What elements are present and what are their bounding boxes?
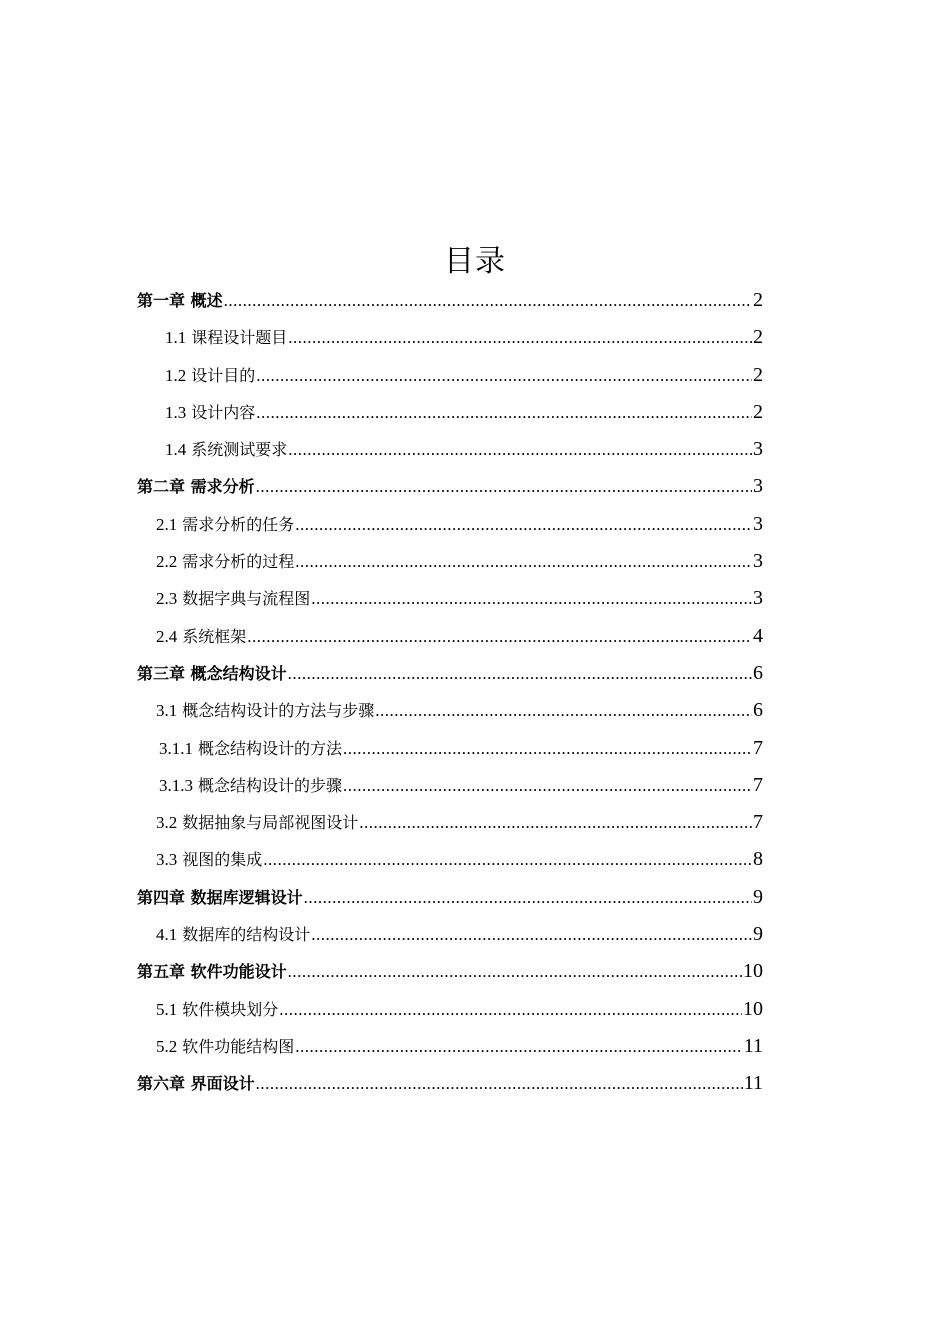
toc-entry-2-2[interactable] bbox=[137, 543, 763, 580]
entry-number: 3.1.3 bbox=[159, 775, 193, 795]
entry-page-number: 11 bbox=[743, 1072, 763, 1095]
dot-leader bbox=[311, 916, 752, 953]
entry-title: 软件功能结构图 bbox=[182, 1036, 295, 1056]
toc-entry-chapter-1[interactable] bbox=[137, 282, 763, 319]
entry-title: 数据库的结构设计 bbox=[182, 925, 311, 945]
entry-title: 系统测试要求 bbox=[191, 440, 288, 460]
toc-entry-2-1[interactable] bbox=[137, 506, 763, 543]
entry-title: 概念结构设计的方法 bbox=[198, 738, 343, 758]
entry-page-number: 2 bbox=[753, 326, 763, 349]
entry-title: 第三章 概念结构设计 bbox=[137, 663, 287, 683]
entry-number: 3.1.1 bbox=[159, 738, 193, 758]
entry-title: 数据抽象与局部视图设计 bbox=[182, 813, 359, 833]
entry-page-number: 3 bbox=[753, 438, 763, 461]
toc-entry-2-3[interactable] bbox=[137, 580, 763, 617]
entry-title: 软件模块划分 bbox=[182, 999, 279, 1019]
entry-title: 第一章 概述 bbox=[137, 291, 223, 310]
dot-leader bbox=[343, 730, 752, 767]
toc-entry-1-2[interactable] bbox=[137, 357, 763, 394]
dot-leader bbox=[295, 543, 752, 580]
toc-entry-4-1[interactable] bbox=[137, 916, 763, 953]
toc-entry-5-2[interactable] bbox=[137, 1028, 763, 1065]
dot-leader bbox=[256, 357, 752, 394]
dot-leader bbox=[311, 580, 752, 617]
entry-title: 需求分析的过程 bbox=[182, 552, 295, 572]
entry-page-number: 2 bbox=[753, 363, 763, 386]
toc-entry-3-3[interactable] bbox=[137, 841, 763, 878]
toc-entry-chapter-3[interactable] bbox=[137, 655, 763, 692]
entry-title: 设计目的 bbox=[191, 365, 256, 385]
dot-leader bbox=[288, 655, 752, 692]
toc-entry-1-4[interactable] bbox=[137, 431, 763, 468]
entry-page-number: 3 bbox=[753, 512, 763, 535]
dot-leader bbox=[288, 431, 752, 468]
toc-list bbox=[137, 282, 763, 1103]
entry-title: 第四章 数据库逻辑设计 bbox=[137, 887, 303, 907]
entry-number: 2.2 bbox=[156, 552, 178, 572]
entry-title: 概念结构设计的方法与步骤 bbox=[182, 701, 375, 721]
entry-number: 4.1 bbox=[156, 925, 178, 945]
toc-entry-chapter-2[interactable] bbox=[137, 468, 763, 505]
dot-leader bbox=[304, 879, 752, 916]
entry-title: 第二章 需求分析 bbox=[137, 477, 255, 497]
toc-entry-chapter-4[interactable] bbox=[137, 879, 763, 916]
entry-page-number: 2 bbox=[753, 289, 763, 311]
toc-entry-1-3[interactable] bbox=[137, 394, 763, 431]
toc-title: 目录 bbox=[444, 244, 506, 279]
entry-title: 课程设计题目 bbox=[191, 328, 288, 348]
dot-leader bbox=[256, 1065, 743, 1102]
entry-title: 第六章 界面设计 bbox=[137, 1074, 255, 1094]
entry-page-number: 6 bbox=[753, 699, 763, 722]
entry-number: 1.1 bbox=[165, 328, 187, 348]
entry-number: 3.1 bbox=[156, 701, 178, 721]
dot-leader bbox=[256, 468, 752, 505]
dot-leader bbox=[288, 319, 752, 356]
dot-leader bbox=[375, 692, 752, 729]
dot-leader bbox=[256, 394, 752, 431]
entry-number: 1.2 bbox=[165, 365, 187, 385]
toc-entry-3-1-1[interactable] bbox=[137, 730, 763, 767]
entry-page-number: 11 bbox=[743, 1034, 763, 1057]
entry-number: 5.2 bbox=[156, 1036, 178, 1056]
entry-page-number: 3 bbox=[753, 587, 763, 610]
toc-entry-1-1[interactable] bbox=[137, 319, 763, 356]
entry-title: 概念结构设计的步骤 bbox=[198, 775, 343, 795]
entry-number: 2.4 bbox=[156, 626, 178, 646]
entry-number: 5.1 bbox=[156, 999, 178, 1019]
entry-title: 系统框架 bbox=[182, 626, 247, 646]
entry-title: 数据字典与流程图 bbox=[182, 589, 311, 609]
entry-page-number: 8 bbox=[753, 848, 763, 871]
toc-entry-5-1[interactable] bbox=[137, 991, 763, 1028]
dot-leader bbox=[295, 506, 752, 543]
entry-page-number: 2 bbox=[753, 400, 763, 423]
entry-page-number: 9 bbox=[753, 923, 763, 946]
entry-page-number: 7 bbox=[753, 811, 763, 834]
toc-entry-3-1[interactable] bbox=[137, 692, 763, 729]
entry-title: 视图的集成 bbox=[182, 850, 263, 870]
entry-page-number: 9 bbox=[753, 885, 763, 908]
dot-leader bbox=[279, 991, 742, 1028]
entry-page-number: 6 bbox=[753, 661, 763, 684]
entry-page-number: 4 bbox=[753, 624, 763, 647]
dot-leader bbox=[359, 804, 752, 841]
dot-leader bbox=[263, 841, 752, 878]
dot-leader bbox=[224, 282, 752, 319]
entry-number: 2.1 bbox=[156, 514, 178, 534]
dot-leader bbox=[247, 618, 752, 655]
entry-number: 2.3 bbox=[156, 589, 178, 609]
entry-page-number: 3 bbox=[753, 550, 763, 573]
entry-page-number: 7 bbox=[753, 736, 763, 759]
entry-page-number: 3 bbox=[753, 475, 763, 498]
entry-page-number: 7 bbox=[753, 773, 763, 796]
entry-page-number: 10 bbox=[743, 960, 763, 983]
toc-entry-2-4[interactable] bbox=[137, 618, 763, 655]
toc-entry-3-1-3[interactable] bbox=[137, 767, 763, 804]
dot-leader bbox=[343, 767, 752, 804]
entry-number: 1.3 bbox=[165, 402, 187, 422]
toc-entry-chapter-6[interactable] bbox=[137, 1065, 763, 1102]
entry-page-number: 10 bbox=[743, 997, 763, 1020]
dot-leader bbox=[288, 953, 742, 990]
entry-number: 1.4 bbox=[165, 440, 187, 460]
toc-entry-chapter-5[interactable] bbox=[137, 953, 763, 990]
entry-title: 第五章 软件功能设计 bbox=[137, 962, 287, 982]
dot-leader bbox=[295, 1028, 742, 1065]
entry-title: 设计内容 bbox=[191, 402, 256, 422]
toc-entry-3-2[interactable] bbox=[137, 804, 763, 841]
entry-title: 需求分析的任务 bbox=[182, 514, 295, 534]
entry-number: 3.2 bbox=[156, 813, 178, 833]
entry-number: 3.3 bbox=[156, 850, 178, 870]
